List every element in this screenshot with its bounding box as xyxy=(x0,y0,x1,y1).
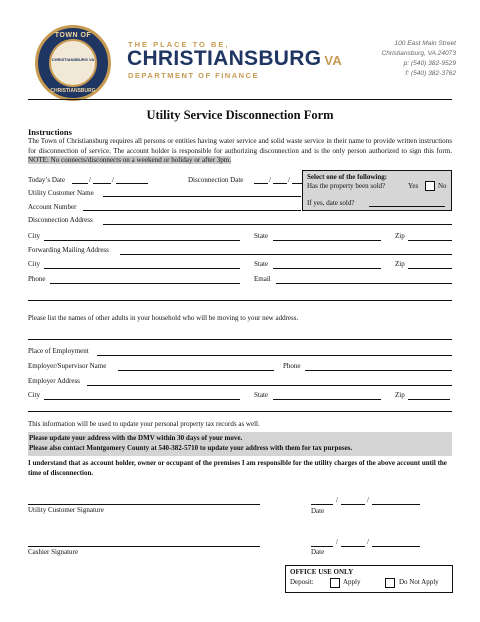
account-number-field[interactable] xyxy=(83,210,301,211)
zip-label: Zip xyxy=(395,232,405,240)
customer-name-field[interactable] xyxy=(103,196,301,197)
phone-field[interactable] xyxy=(50,283,240,284)
date-separator: / xyxy=(336,538,338,546)
household-prompt: Please list the names of other adults in your household who will be moving to your new address. xyxy=(28,314,299,322)
county-notice: Please also contact Montgomery County at 540-382-5710 to update your address with them for tax purposes. xyxy=(29,444,353,452)
employer-zip-field[interactable] xyxy=(408,399,450,400)
office-use-box xyxy=(285,565,453,593)
employer-zip-label: Zip xyxy=(395,391,405,399)
cashier-date-year-field[interactable] xyxy=(372,546,420,547)
address-street: 100 East Main Street xyxy=(394,40,456,47)
date-separator: / xyxy=(336,496,338,504)
employer-address-label: Employer Address xyxy=(28,377,80,385)
seal-center xyxy=(49,39,97,87)
town-seal-logo xyxy=(35,25,111,101)
phone-label: Phone xyxy=(28,275,46,283)
place-of-employment-field[interactable] xyxy=(97,355,452,356)
cashier-date-month-field[interactable] xyxy=(311,546,333,547)
cashier-signature-field[interactable] xyxy=(28,546,260,547)
disconnection-address-label: Disconnection Address xyxy=(28,216,93,224)
employer-address-field[interactable] xyxy=(87,385,452,386)
office-address xyxy=(381,39,456,79)
city-label: City xyxy=(28,232,41,240)
disconnection-date-year-field[interactable] xyxy=(292,183,302,184)
customer-name-label: Utility Customer Name xyxy=(28,189,94,197)
tax-info-text: This information will be used to update your personal property tax records as well. xyxy=(28,420,260,428)
signature-date-month-field[interactable] xyxy=(311,504,333,505)
address-fax: f: (540) 382-3762 xyxy=(405,70,456,77)
cashier-date-day-field[interactable] xyxy=(341,546,365,547)
tagline: THE PLACE TO BE, xyxy=(128,40,230,49)
seal-bottom-text: CHRISTIANSBURG xyxy=(50,88,96,94)
employer-phone-field[interactable] xyxy=(305,370,452,371)
address-phone: p: (540) 382-9529 xyxy=(403,60,456,67)
signature-date-year-field[interactable] xyxy=(372,504,420,505)
section-divider xyxy=(28,300,452,301)
sold-yes-label: Yes xyxy=(408,182,419,190)
property-sold-box xyxy=(302,170,452,211)
state-field[interactable] xyxy=(273,240,381,241)
form-title: Utility Service Disconnection Form xyxy=(146,108,334,122)
instructions-paragraph xyxy=(28,137,452,166)
header-divider xyxy=(28,99,452,100)
disconnection-date-month-field[interactable] xyxy=(254,183,268,184)
email-field[interactable] xyxy=(276,283,452,284)
account-number-label: Account Number xyxy=(28,203,77,211)
forwarding-state-field[interactable] xyxy=(273,268,381,269)
email-label: Email xyxy=(254,275,271,283)
employer-state-label: State xyxy=(254,391,268,399)
todays-date-year-field[interactable] xyxy=(116,183,148,184)
forwarding-state-label: State xyxy=(254,260,268,268)
date-sold-label: If yes, date sold? xyxy=(307,199,355,207)
employer-city-label: City xyxy=(28,391,41,399)
office-use-title: OFFICE USE ONLY xyxy=(290,568,354,576)
sold-question: Has the property been sold? xyxy=(307,182,386,190)
deposit-apply-checkbox[interactable] xyxy=(330,578,340,588)
instructions-note: NOTE: No connects/disconnects on a weekend or holiday or after 3pm. xyxy=(28,156,232,164)
date-separator: / xyxy=(288,176,290,184)
instructions-text: The Town of Christiansburg requires all persons or entities having water service and solid waste service in their name to provide written instructions for disconnection of service. The account holder is responsible for authorizing disconnection and is the only person authorized to sign this form. xyxy=(28,137,452,155)
deposit-do-not-apply-label: Do Not Apply xyxy=(399,578,439,586)
forwarding-zip-label: Zip xyxy=(395,260,405,268)
signature-date-label: Date xyxy=(311,507,325,515)
forwarding-city-field[interactable] xyxy=(44,268,240,269)
forwarding-address-label: Forwarding Mailing Address xyxy=(28,246,109,254)
brand-town: CHRISTIANSBURG xyxy=(127,47,322,70)
sold-no-checkbox[interactable] xyxy=(425,181,435,191)
section-divider xyxy=(28,411,452,412)
deposit-label: Deposit: xyxy=(290,578,314,586)
todays-date-label: Today’s Date xyxy=(28,176,66,184)
forwarding-city-label: City xyxy=(28,260,41,268)
brand-name xyxy=(127,47,342,71)
date-separator: / xyxy=(367,496,369,504)
customer-signature-field[interactable] xyxy=(28,504,260,505)
employer-phone-label: Phone xyxy=(283,362,301,370)
todays-date-month-field[interactable] xyxy=(72,183,88,184)
forwarding-zip-field[interactable] xyxy=(408,268,452,269)
seal-middle-text: CHRISTIANSBURG VA xyxy=(51,57,95,62)
sold-no-label: No xyxy=(438,182,447,190)
disconnection-date-day-field[interactable] xyxy=(273,183,287,184)
responsibility-statement: I understand that as account holder, owner or occupant of the premises I am responsible for the utility charges of the above account until the time of disconnection. xyxy=(28,459,447,477)
date-sold-field[interactable] xyxy=(369,206,445,207)
employer-name-label: Employer/Supervisor Name xyxy=(28,362,107,370)
date-separator: / xyxy=(112,176,114,184)
seal-top-text: TOWN OF xyxy=(54,32,92,39)
address-city: Christiansburg, VA 24073 xyxy=(381,50,456,57)
forwarding-address-field[interactable] xyxy=(120,254,452,255)
instructions-heading: Instructions xyxy=(28,127,72,137)
todays-date-day-field[interactable] xyxy=(93,183,111,184)
brand-state: VA xyxy=(324,53,343,68)
deposit-do-not-apply-checkbox[interactable] xyxy=(385,578,395,588)
sold-box-title: Select one of the following: xyxy=(307,173,388,181)
city-field[interactable] xyxy=(44,240,240,241)
employer-state-field[interactable] xyxy=(273,399,381,400)
dmv-notice: Please update your address with the DMV within 30 days of your move. xyxy=(29,434,243,442)
place-of-employment-label: Place of Employment xyxy=(28,347,89,355)
cashier-signature-label: Cashier Signature xyxy=(28,548,78,556)
disconnection-date-label: Disconnection Date xyxy=(188,176,244,184)
state-label: State xyxy=(254,232,268,240)
customer-signature-label: Utility Customer Signature xyxy=(28,506,104,514)
signature-date-day-field[interactable] xyxy=(341,504,365,505)
disconnection-address-field[interactable] xyxy=(103,224,452,225)
department-name: DEPARTMENT OF FINANCE xyxy=(128,71,259,80)
employer-name-field[interactable] xyxy=(118,370,274,371)
cashier-date-label: Date xyxy=(311,548,325,556)
date-separator: / xyxy=(367,538,369,546)
date-separator: / xyxy=(269,176,271,184)
employer-city-field[interactable] xyxy=(44,399,240,400)
household-names-field[interactable] xyxy=(28,339,452,340)
deposit-apply-label: Apply xyxy=(343,578,361,586)
zip-field[interactable] xyxy=(408,240,452,241)
date-separator: / xyxy=(89,176,91,184)
